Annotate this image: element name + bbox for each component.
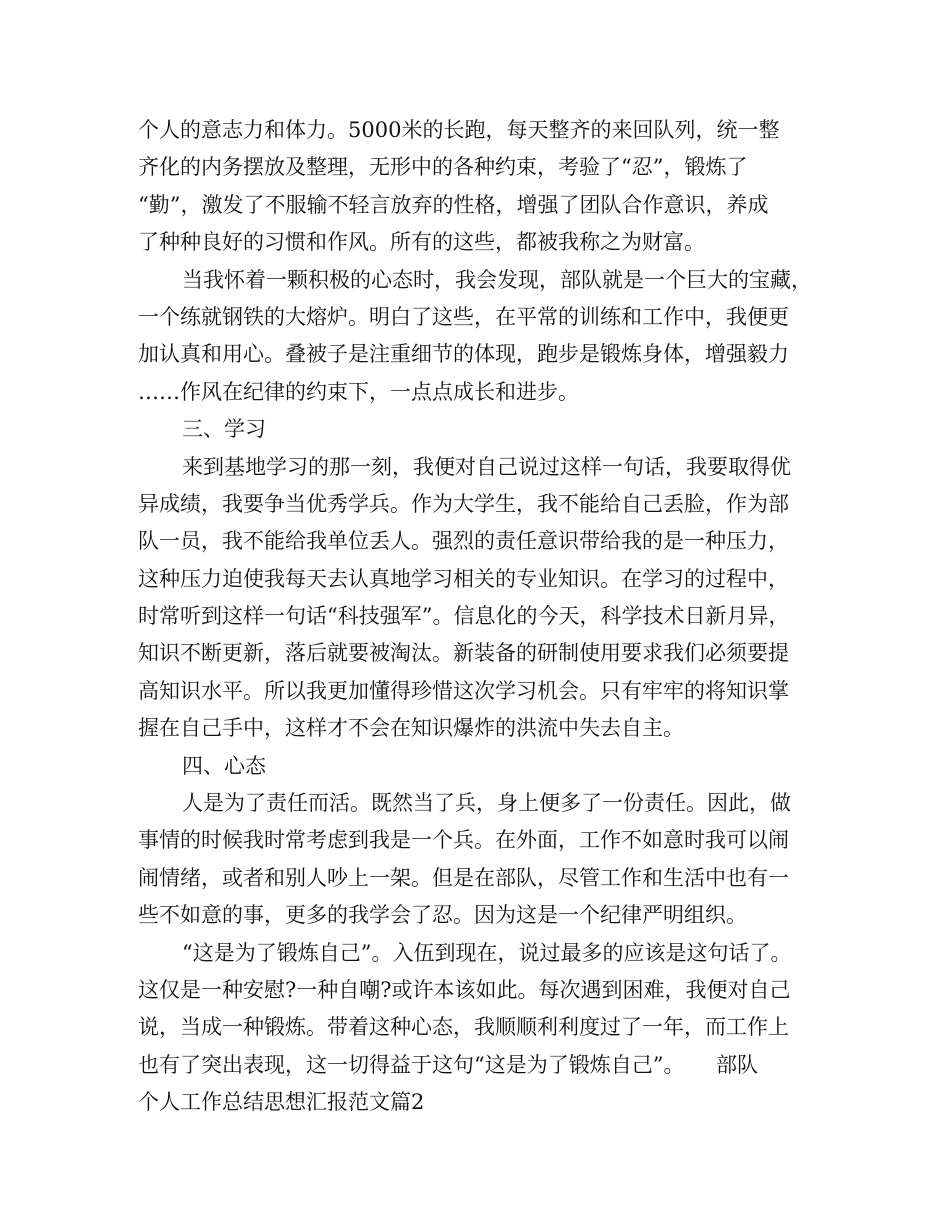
text-line: 高知识水平。所以我更加懂得珍惜这次学习机会。只有牢牢的将知识掌 xyxy=(138,678,789,703)
text-line: 齐化的内务摆放及整理，无形中的各种约束，考验了“忍”，锻炼了 xyxy=(138,155,748,180)
text-line: 这仅是一种安慰?一种自嘲?或许本该如此。每次遇到困难，我便对自己 xyxy=(138,977,791,1002)
text-line: 个人的意志力和体力。5000米的长跑，每天整齐的来回队列，统一整 xyxy=(138,118,780,142)
text-line: 事情的时候我时常考虑到我是一个兵。在外面，工作不如意时我可以闹 xyxy=(138,828,789,853)
body-text xyxy=(138,112,828,1122)
text-line: 加认真和用心。叠被子是注重细节的体现，跑步是锻炼身体，增强毅力 xyxy=(138,342,789,367)
text-line: 四、心态 xyxy=(182,753,266,778)
text-line: 时常听到这样一句话“科技强军”。信息化的今天，科学技术日新月异， xyxy=(138,604,790,629)
text-line: 队一员，我不能给我单位丢人。强烈的责任意识带给我的是一种压力， xyxy=(138,529,789,554)
text-line: 人是为了责任而活。既然当了兵，身上便多了一份责任。因此，做 xyxy=(182,791,791,816)
text-line: 了种种良好的习惯和作风。所有的这些，都被我称之为财富。 xyxy=(138,230,705,255)
text-line: “这是为了锻炼自己”。入伍到现在，说过最多的应该是这句话了。 xyxy=(182,940,792,965)
text-line: ……作风在纪律的约束下，一点点成长和进步。 xyxy=(138,379,579,404)
text-line: 闹情绪，或者和别人吵上一架。但是在部队，尽管工作和生活中也有一 xyxy=(138,865,789,890)
text-line: 这种压力迫使我每天去认真地学习相关的专业知识。在学习的过程中， xyxy=(138,566,789,591)
text-line: “勤”，激发了不服输不轻言放弃的性格，增强了团队合作意识，养成 xyxy=(138,192,769,217)
text-line: 个人工作总结思想汇报范文篇2 xyxy=(138,1090,425,1115)
text-line: 一个练就钢铁的大熔炉。明白了这些，在平常的训练和工作中，我便更 xyxy=(138,304,789,329)
text-line: 知识不断更新，落后就要被淘汰。新装备的研制使用要求我们必须要提 xyxy=(138,641,789,666)
text-line: 当我怀着一颗积极的心态时，我会发现，部队就是一个巨大的宝藏， xyxy=(182,267,812,292)
text-line: 握在自己手中，这样才不会在知识爆炸的洪流中失去自主。 xyxy=(138,716,684,741)
text-line: 三、学习 xyxy=(182,417,266,442)
text-line: 说，当成一种锻炼。带着这种心态，我顺顺利利度过了一年，而工作上 xyxy=(138,1015,789,1040)
text-line: 异成绩，我要争当优秀学兵。作为大学生，我不能给自己丢脸，作为部 xyxy=(138,491,789,516)
text-line: 些不如意的事，更多的我学会了忍。因为这是一个纪律严明组织。 xyxy=(138,903,747,928)
text-line: 也有了突出表现，这一切得益于这句“这是为了锻炼自己”。 部队 xyxy=(138,1052,758,1077)
text-line: 来到基地学习的那一刻，我便对自己说过这样一句话，我要取得优 xyxy=(182,454,791,479)
